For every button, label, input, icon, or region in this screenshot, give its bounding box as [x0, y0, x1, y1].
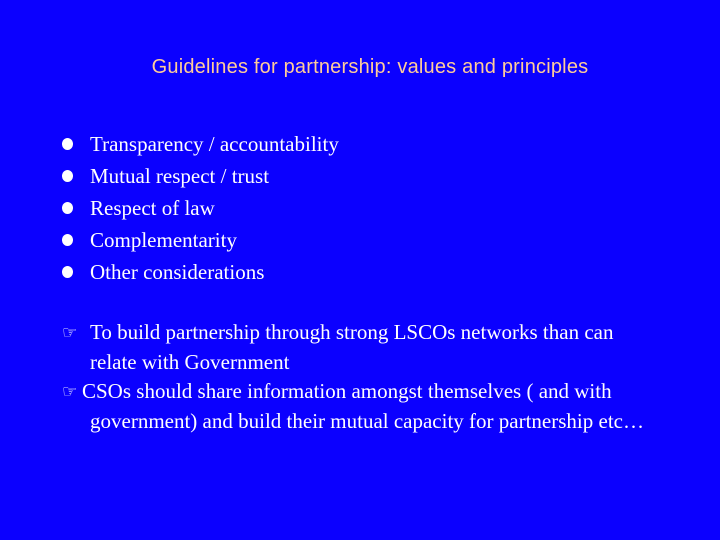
note-text: CSOs should share information amongst themselves ( and with government) and build their mutual capacity for partnership etc… — [82, 379, 644, 433]
bullet-item — [62, 160, 339, 192]
bullet-dot-icon — [62, 234, 73, 246]
bullet-item — [62, 256, 339, 288]
bullet-text: Respect of law — [90, 195, 215, 220]
bullet-item — [62, 224, 339, 256]
bullet-dot-icon — [62, 138, 73, 150]
slide-title: Guidelines for partnership: values and principles — [151, 56, 589, 78]
bullet-dot-icon — [62, 202, 73, 214]
note-item — [62, 377, 662, 436]
bullet-text: Complementarity — [90, 227, 237, 252]
bullet-item — [62, 192, 339, 224]
bullet-text: Other considerations — [90, 259, 265, 284]
bullet-text: Mutual respect / trust — [90, 163, 270, 188]
note-item — [62, 318, 662, 377]
bullet-item — [62, 128, 339, 160]
pointing-hand-icon: ☞ — [62, 323, 78, 343]
notes-block — [62, 318, 662, 436]
bullet-dot-icon — [62, 266, 73, 278]
pointing-hand-icon: ☞ — [62, 382, 78, 402]
note-text: To build partnership through strong LSCOs networks than can relate with Government — [90, 320, 614, 374]
bullet-text: Transparency / accountability — [90, 131, 339, 156]
bullet-dot-icon — [62, 170, 73, 182]
bullet-list — [62, 128, 339, 288]
